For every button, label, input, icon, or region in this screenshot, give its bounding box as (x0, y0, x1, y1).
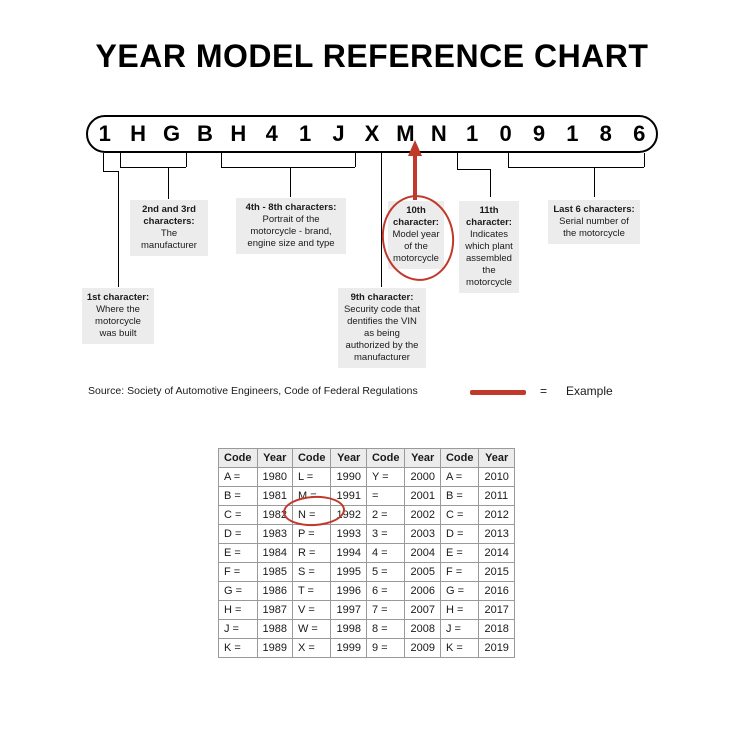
source-text: Source: Society of Automotive Engineers, Code of Federal Regulations (88, 385, 418, 397)
cell-code: H = (440, 601, 479, 620)
callout-heading: 11th character: (466, 205, 512, 228)
cell-code: F = (219, 563, 258, 582)
callout-body: Model year of the motorcycle (392, 229, 440, 264)
cell-year: 1987 (257, 601, 292, 620)
connector-line (290, 167, 291, 197)
vin-char: 1 (566, 121, 579, 146)
cell-year: 1999 (331, 639, 366, 658)
connector-line (594, 167, 595, 197)
cell-year: 1983 (257, 525, 292, 544)
cell-year: 1993 (331, 525, 366, 544)
cell-code: Y = (366, 468, 405, 487)
callout-body: Indicates which plant assembled the motorcycle (465, 229, 513, 288)
cell-code: J = (219, 620, 258, 639)
cell-year: 1982 (257, 506, 292, 525)
connector-line (490, 169, 491, 197)
callout-body: Security code that dentifies the VIN as being authorized by the manufacturer (343, 304, 421, 363)
cell-year: 1980 (257, 468, 292, 487)
column-header: Code (292, 449, 331, 468)
column-header: Year (257, 449, 292, 468)
callout-eleventh-character (459, 201, 519, 293)
table-row (219, 601, 515, 620)
vin-char: B (196, 121, 213, 146)
cell-year: 1989 (257, 639, 292, 658)
cell-code: F = (440, 563, 479, 582)
cell-year: 2005 (405, 563, 440, 582)
cell-year: 2008 (405, 620, 440, 639)
cell-year: 1988 (257, 620, 292, 639)
cell-code: = (366, 487, 405, 506)
cell-year: 2002 (405, 506, 440, 525)
cell-year: 2010 (479, 468, 514, 487)
table-row (219, 525, 515, 544)
cell-year: 2001 (405, 487, 440, 506)
cell-year: 1995 (331, 563, 366, 582)
legend-color-swatch (470, 390, 526, 395)
table-row (219, 582, 515, 601)
cell-code: 2 = (366, 506, 405, 525)
table-row (219, 639, 515, 658)
column-header: Year (479, 449, 514, 468)
cell-code: B = (440, 487, 479, 506)
cell-code: 3 = (366, 525, 405, 544)
cell-year: 1994 (331, 544, 366, 563)
callout-tenth-character (388, 201, 444, 269)
callout-heading: 9th character: (350, 292, 414, 303)
vin-char: 0 (499, 121, 512, 146)
cell-year: 2003 (405, 525, 440, 544)
connector-line (457, 169, 490, 170)
callout-ninth-character (338, 288, 426, 368)
page-title: YEAR MODEL REFERENCE CHART (95, 38, 649, 74)
cell-code: E = (219, 544, 258, 563)
callout-heading: Last 6 characters: (553, 204, 635, 215)
cell-year: 2012 (479, 506, 514, 525)
connector-line (103, 171, 118, 172)
callout-heading: 4th - 8th characters: (245, 202, 337, 213)
cell-year: 1992 (331, 506, 366, 525)
callout-heading: 10th character: (393, 205, 439, 228)
cell-code: C = (440, 506, 479, 525)
callout-fourth-eighth-characters (236, 198, 346, 254)
vin-char: H (130, 121, 147, 146)
vin-char: M (396, 121, 415, 146)
callout-body: The manufacturer (141, 228, 197, 251)
cell-year: 1981 (257, 487, 292, 506)
cell-code: C = (219, 506, 258, 525)
cell-code: D = (440, 525, 479, 544)
cell-code: 4 = (366, 544, 405, 563)
connector-line (168, 167, 169, 199)
cell-code: 7 = (366, 601, 405, 620)
cell-year: 2007 (405, 601, 440, 620)
vin-char: G (162, 121, 181, 146)
callout-heading: 2nd and 3rd characters: (142, 204, 196, 227)
callout-last-six-characters (548, 200, 640, 244)
cell-year: 2013 (479, 525, 514, 544)
year-code-table (218, 448, 515, 658)
cell-code: 6 = (366, 582, 405, 601)
connector-line (120, 167, 186, 168)
cell-code: L = (292, 468, 331, 487)
cell-code: W = (292, 620, 331, 639)
callout-first-character (82, 288, 154, 344)
cell-code: S = (292, 563, 331, 582)
cell-year: 2018 (479, 620, 514, 639)
column-header: Code (440, 449, 479, 468)
connector-line (120, 153, 121, 167)
vin-char: J (332, 121, 345, 146)
cell-code: 9 = (366, 639, 405, 658)
vin-char: 1 (98, 121, 111, 146)
vin-char: 1 (299, 121, 312, 146)
table-row (219, 506, 515, 525)
table-row (219, 563, 515, 582)
cell-code: T = (292, 582, 331, 601)
table-row (219, 620, 515, 639)
cell-year: 2004 (405, 544, 440, 563)
cell-code: K = (440, 639, 479, 658)
vin-char: 1 (466, 121, 479, 146)
cell-code: G = (440, 582, 479, 601)
connector-line (103, 153, 104, 171)
column-header: Code (366, 449, 405, 468)
cell-code: K = (219, 639, 258, 658)
cell-year: 2006 (405, 582, 440, 601)
connector-line (186, 153, 187, 167)
cell-code: N = (292, 506, 331, 525)
cell-code-highlighted: M = (292, 487, 331, 506)
connector-line (118, 171, 119, 287)
callout-heading: 1st character: (86, 292, 150, 303)
cell-code: 8 = (366, 620, 405, 639)
cell-code: A = (440, 468, 479, 487)
cell-year: 1985 (257, 563, 292, 582)
cell-year: 2000 (405, 468, 440, 487)
vin-char: X (364, 121, 380, 146)
red-example-arrow-icon (408, 140, 422, 200)
cell-year: 1996 (331, 582, 366, 601)
cell-year: 2011 (479, 487, 514, 506)
cell-year: 2009 (405, 639, 440, 658)
cell-code: A = (219, 468, 258, 487)
connector-line (221, 167, 355, 168)
vin-char: 6 (633, 121, 646, 146)
cell-year: 1984 (257, 544, 292, 563)
vin-number-capsule (86, 115, 658, 153)
callout-body: Where the motorcycle was built (95, 304, 141, 339)
table-header-row (219, 449, 515, 468)
legend-equals-sign: = (540, 384, 548, 398)
vin-char: H (230, 121, 247, 146)
column-header: Code (219, 449, 258, 468)
cell-year: 1998 (331, 620, 366, 639)
callout-body: Serial number of the motorcycle (559, 216, 629, 239)
cell-code: X = (292, 639, 331, 658)
cell-code: J = (440, 620, 479, 639)
cell-code: R = (292, 544, 331, 563)
cell-year: 1997 (331, 601, 366, 620)
cell-code: B = (219, 487, 258, 506)
cell-year: 2015 (479, 563, 514, 582)
connector-line (457, 153, 458, 169)
cell-code: 5 = (366, 563, 405, 582)
cell-code: G = (219, 582, 258, 601)
table-row (219, 487, 515, 506)
column-header: Year (331, 449, 366, 468)
cell-year-highlighted: 1991 (331, 487, 366, 506)
table-row (219, 468, 515, 487)
cell-code: H = (219, 601, 258, 620)
cell-code: D = (219, 525, 258, 544)
cell-year: 2016 (479, 582, 514, 601)
column-header: Year (405, 449, 440, 468)
connector-line (508, 153, 509, 167)
vin-char: 4 (265, 121, 278, 146)
cell-code: E = (440, 544, 479, 563)
connector-line (644, 153, 645, 167)
connector-line (508, 167, 644, 168)
cell-code: V = (292, 601, 331, 620)
cell-year: 2019 (479, 639, 514, 658)
table-row (219, 544, 515, 563)
vin-char: 9 (532, 121, 546, 146)
callout-body: Portrait of the motorcycle - brand, engine size and type (247, 214, 335, 249)
connector-line (221, 153, 222, 167)
cell-year: 2017 (479, 601, 514, 620)
connector-line (381, 153, 382, 287)
legend-label: Example (566, 384, 613, 398)
cell-year: 1990 (331, 468, 366, 487)
connector-line (355, 153, 356, 167)
callout-second-third-characters (130, 200, 208, 256)
cell-year: 1986 (257, 582, 292, 601)
cell-year: 2014 (479, 544, 514, 563)
vin-char: 8 (599, 121, 612, 146)
vin-char: N (430, 121, 447, 146)
cell-code: P = (292, 525, 331, 544)
